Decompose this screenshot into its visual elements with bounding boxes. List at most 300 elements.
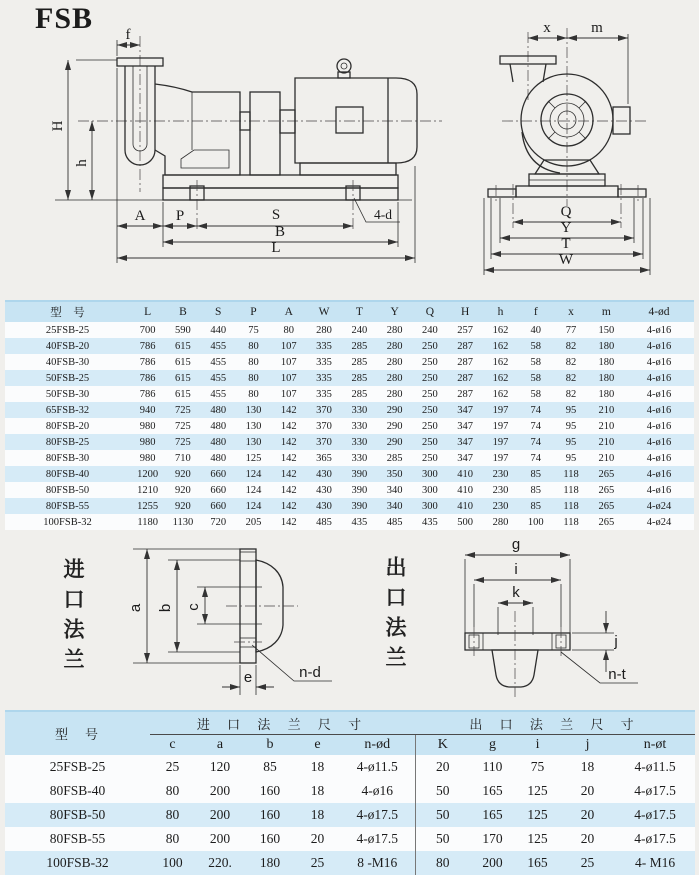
table-cell: 110 — [470, 755, 515, 779]
dim-label-j: j — [614, 633, 618, 650]
table-cell: 330 — [342, 418, 377, 434]
column-header: a — [195, 735, 245, 756]
table-cell: 350 — [377, 466, 412, 482]
table-cell: 80 — [236, 338, 271, 354]
table-cell: 920 — [165, 482, 200, 498]
table-cell: 82 — [553, 370, 588, 386]
table-cell: 200 — [470, 851, 515, 875]
table-cell: 430 — [306, 466, 341, 482]
bolt-callout-nd: n-d — [299, 664, 321, 681]
table-cell: 124 — [236, 482, 271, 498]
column-header: Q — [412, 301, 447, 322]
table-cell: 100 — [518, 514, 553, 530]
table-row — [5, 450, 694, 466]
column-header: H — [448, 301, 483, 322]
column-header: A — [271, 301, 306, 322]
table-cell: 197 — [483, 418, 518, 434]
table-cell: 725 — [165, 434, 200, 450]
table-cell: 786 — [130, 370, 165, 386]
column-header: c — [150, 735, 195, 756]
table-cell: 142 — [271, 514, 306, 530]
table-cell: 230 — [483, 466, 518, 482]
table-cell: 107 — [271, 354, 306, 370]
table-cell: 335 — [306, 386, 341, 402]
table-cell: 20 — [560, 803, 615, 827]
table-cell: 80FSB-20 — [5, 418, 130, 434]
table-cell: 18 — [295, 755, 340, 779]
table-cell: 107 — [271, 370, 306, 386]
column-header: 4-ød — [624, 301, 694, 322]
table-cell: 4-ø17.5 — [340, 803, 415, 827]
table-cell: 1255 — [130, 498, 165, 514]
table-cell: 710 — [165, 450, 200, 466]
table-cell: 347 — [448, 434, 483, 450]
column-header: m — [589, 301, 624, 322]
table-cell: 200 — [195, 827, 245, 851]
table-cell: 80 — [236, 370, 271, 386]
table-cell: 80 — [150, 827, 195, 851]
table-cell: 124 — [236, 498, 271, 514]
table-cell: 786 — [130, 386, 165, 402]
table-cell: 940 — [130, 402, 165, 418]
pump-outline-drawings — [0, 0, 699, 295]
table-cell: 220. — [195, 851, 245, 875]
table-cell: 440 — [201, 322, 236, 338]
table-cell: 25 — [295, 851, 340, 875]
table-cell: 347 — [448, 418, 483, 434]
table-cell: 125 — [515, 827, 560, 851]
table-cell: 365 — [306, 450, 341, 466]
table-cell: 25FSB-25 — [5, 322, 130, 338]
table-cell: 80FSB-40 — [5, 466, 130, 482]
column-header: L — [130, 301, 165, 322]
table-cell: 240 — [342, 322, 377, 338]
table-cell: 80FSB-55 — [5, 498, 130, 514]
table-cell: 125 — [515, 779, 560, 803]
table-cell: 50 — [415, 779, 470, 803]
table-cell: 250 — [412, 354, 447, 370]
table-cell: 480 — [201, 450, 236, 466]
table-cell: 80 — [271, 322, 306, 338]
table-cell: 210 — [589, 450, 624, 466]
table-cell: 80FSB-40 — [5, 779, 150, 803]
table-cell: 100FSB-32 — [5, 514, 130, 530]
table-row — [5, 386, 694, 402]
table-row — [5, 779, 695, 803]
table-cell: 285 — [377, 450, 412, 466]
table-cell: 660 — [201, 466, 236, 482]
table-cell: 615 — [165, 386, 200, 402]
bolt-callout-nt: n-t — [608, 666, 626, 683]
table-cell: 330 — [342, 450, 377, 466]
table-cell: 280 — [377, 322, 412, 338]
outlet-flange-group-header: 出 口 法 兰 尺 寸 — [415, 711, 695, 735]
table-cell: 290 — [377, 434, 412, 450]
table-row — [5, 803, 695, 827]
table-cell: 250 — [412, 402, 447, 418]
table-cell: 590 — [165, 322, 200, 338]
table-cell: 142 — [271, 402, 306, 418]
table-cell: 4-ø16 — [624, 402, 694, 418]
table-cell: 265 — [589, 466, 624, 482]
table-cell: 95 — [553, 434, 588, 450]
table-cell: 82 — [553, 386, 588, 402]
table-cell: 142 — [271, 434, 306, 450]
table-cell: 660 — [201, 482, 236, 498]
page-title: FSB — [35, 2, 94, 35]
table-cell: 290 — [377, 402, 412, 418]
table-cell: 25 — [150, 755, 195, 779]
table-cell: 4-ø17.5 — [615, 803, 695, 827]
table-cell: 287 — [448, 370, 483, 386]
table-cell: 4-ø16 — [624, 370, 694, 386]
pump-side-view — [50, 27, 442, 263]
table-cell: 700 — [130, 322, 165, 338]
table-cell: 65FSB-32 — [5, 402, 130, 418]
table-cell: 390 — [342, 482, 377, 498]
table-cell: 410 — [448, 482, 483, 498]
table-cell: 390 — [342, 498, 377, 514]
table-cell: 18 — [295, 779, 340, 803]
table-cell: 74 — [518, 434, 553, 450]
table-cell: 197 — [483, 434, 518, 450]
table-cell: 142 — [271, 466, 306, 482]
table-cell: 455 — [201, 354, 236, 370]
table-row — [5, 755, 695, 779]
inlet-flange-section-label: 进口法兰 — [61, 558, 85, 678]
discharge-nozzle — [613, 107, 630, 134]
table-cell: 280 — [377, 386, 412, 402]
dim-label-f: f — [125, 27, 131, 43]
table-cell: 80FSB-30 — [5, 450, 130, 466]
table-cell: 118 — [553, 466, 588, 482]
table-cell: 370 — [306, 402, 341, 418]
table-row — [5, 827, 695, 851]
table-cell: 18 — [295, 803, 340, 827]
table-cell: 455 — [201, 386, 236, 402]
table-cell: 4-ø16 — [624, 466, 694, 482]
table-cell: 280 — [377, 370, 412, 386]
table-cell: 20 — [560, 827, 615, 851]
table-cell: 162 — [483, 354, 518, 370]
table-cell: 280 — [377, 338, 412, 354]
table-cell: 300 — [412, 482, 447, 498]
table-cell: 120 — [195, 755, 245, 779]
column-header: j — [560, 735, 615, 756]
table-cell: 4-ø16 — [624, 434, 694, 450]
table-cell: 124 — [236, 466, 271, 482]
table-cell: 410 — [448, 466, 483, 482]
table-cell: 142 — [271, 482, 306, 498]
lifting-eye-icon — [337, 59, 351, 73]
table-cell: 162 — [483, 370, 518, 386]
table-cell: 4-ø16 — [340, 779, 415, 803]
table-cell: 100FSB-32 — [5, 851, 150, 875]
column-header: b — [245, 735, 295, 756]
table-cell: 485 — [306, 514, 341, 530]
dim-label-b: b — [157, 603, 174, 613]
table-cell: 615 — [165, 370, 200, 386]
table-cell: 300 — [412, 466, 447, 482]
table-cell: 25 — [560, 851, 615, 875]
table-cell: 200 — [195, 803, 245, 827]
table-cell: 58 — [518, 386, 553, 402]
table-cell: 80 — [415, 851, 470, 875]
table-cell: 162 — [483, 322, 518, 338]
table-cell: 142 — [271, 498, 306, 514]
table-cell: 300 — [412, 498, 447, 514]
dim-label-B: B — [274, 224, 286, 240]
dim-label-e: e — [243, 669, 253, 686]
table-cell: 107 — [271, 386, 306, 402]
table-cell: 250 — [412, 450, 447, 466]
table-cell: 660 — [201, 498, 236, 514]
table-cell: 165 — [470, 803, 515, 827]
table-cell: 50 — [415, 827, 470, 851]
table-cell: 330 — [342, 402, 377, 418]
dim-label-a: a — [127, 603, 144, 613]
table-cell: 615 — [165, 354, 200, 370]
table-cell: 330 — [342, 434, 377, 450]
table-cell: 118 — [553, 482, 588, 498]
table-cell: 125 — [515, 803, 560, 827]
table-cell: 435 — [342, 514, 377, 530]
table-cell: 250 — [412, 338, 447, 354]
table-cell: 1210 — [130, 482, 165, 498]
table-cell: 205 — [236, 514, 271, 530]
column-header: K — [415, 735, 470, 756]
dim-label-h: h — [74, 159, 90, 167]
table-cell: 150 — [589, 322, 624, 338]
table-cell: 455 — [201, 370, 236, 386]
table-cell: 100 — [150, 851, 195, 875]
table-cell: 615 — [165, 338, 200, 354]
table-cell: 180 — [589, 386, 624, 402]
dim-label-Q: Q — [560, 204, 572, 220]
outlet-flange-drawing — [465, 536, 638, 697]
table-cell: 410 — [448, 498, 483, 514]
table-cell: 142 — [271, 450, 306, 466]
table-cell: 4-ø16 — [624, 482, 694, 498]
column-header: T — [342, 301, 377, 322]
table-cell: 40FSB-30 — [5, 354, 130, 370]
column-header: 型 号 — [5, 301, 130, 322]
table-cell: 125 — [236, 450, 271, 466]
table-cell: 4-ø16 — [624, 354, 694, 370]
table-cell: 180 — [589, 338, 624, 354]
table-cell: 58 — [518, 338, 553, 354]
table-cell: 165 — [515, 851, 560, 875]
column-header: e — [295, 735, 340, 756]
table-cell: 430 — [306, 482, 341, 498]
table-cell: 210 — [589, 434, 624, 450]
table-row — [5, 466, 694, 482]
dim-label-c: c — [185, 603, 202, 611]
table-cell: 75 — [236, 322, 271, 338]
table-cell: 4-ø16 — [624, 450, 694, 466]
table-cell: 162 — [483, 386, 518, 402]
table-cell: 85 — [518, 498, 553, 514]
column-header: n-øt — [615, 735, 695, 756]
column-header: n-ød — [340, 735, 415, 756]
table-cell: 480 — [201, 402, 236, 418]
dim-label-k: k — [512, 584, 520, 601]
table-cell: 250 — [412, 418, 447, 434]
model-column-header: 型 号 — [5, 711, 150, 755]
table-cell: 1180 — [130, 514, 165, 530]
table-cell: 58 — [518, 370, 553, 386]
table-cell: 75 — [515, 755, 560, 779]
table-cell: 435 — [412, 514, 447, 530]
table-cell: 20 — [415, 755, 470, 779]
table-row — [5, 338, 694, 354]
table-cell: 4-ø16 — [624, 418, 694, 434]
dim-label-L: L — [271, 240, 281, 256]
table-cell: 290 — [377, 418, 412, 434]
inlet-flange-group-header: 进 口 法 兰 尺 寸 — [150, 711, 415, 735]
table-cell: 4-ø16 — [624, 338, 694, 354]
table-cell: 250 — [412, 370, 447, 386]
table-cell: 95 — [553, 402, 588, 418]
table-cell: 287 — [448, 386, 483, 402]
column-header: P — [236, 301, 271, 322]
table-cell: 230 — [483, 498, 518, 514]
table-cell: 82 — [553, 338, 588, 354]
table-cell: 8 -M16 — [340, 851, 415, 875]
table-cell: 920 — [165, 498, 200, 514]
table-cell: 4-ø17.5 — [340, 827, 415, 851]
table-row — [5, 354, 694, 370]
column-header: x — [553, 301, 588, 322]
table-cell: 230 — [483, 482, 518, 498]
table-cell: 4-ø11.5 — [340, 755, 415, 779]
motor-body — [295, 78, 417, 163]
table-cell: 980 — [130, 418, 165, 434]
dim-label-P: P — [175, 208, 185, 224]
table-cell: 162 — [483, 338, 518, 354]
table-cell: 980 — [130, 450, 165, 466]
table-cell: 197 — [483, 450, 518, 466]
table-cell: 347 — [448, 450, 483, 466]
table-cell: 118 — [553, 498, 588, 514]
table-cell: 50FSB-25 — [5, 370, 130, 386]
table-cell: 50 — [415, 803, 470, 827]
table-row — [5, 498, 694, 514]
inlet-flange-drawing — [127, 549, 332, 695]
table-cell: 725 — [165, 418, 200, 434]
dim-label-H: H — [50, 120, 66, 132]
table-cell: 240 — [412, 322, 447, 338]
table-cell: 1200 — [130, 466, 165, 482]
dim-label-i: i — [514, 561, 518, 578]
table-cell: 455 — [201, 338, 236, 354]
column-header: g — [470, 735, 515, 756]
table-cell: 80 — [150, 803, 195, 827]
table-row — [5, 402, 694, 418]
table-cell: 20 — [295, 827, 340, 851]
table-cell: 720 — [201, 514, 236, 530]
pump-end-view — [484, 20, 650, 275]
table-cell: 370 — [306, 434, 341, 450]
column-header: i — [515, 735, 560, 756]
table-cell: 4-ø11.5 — [615, 755, 695, 779]
table-cell: 130 — [236, 434, 271, 450]
table-cell: 480 — [201, 434, 236, 450]
table-row — [5, 482, 694, 498]
table-cell: 786 — [130, 354, 165, 370]
table-cell: 725 — [165, 402, 200, 418]
table-cell: 285 — [342, 370, 377, 386]
table-cell: 85 — [245, 755, 295, 779]
table-cell: 85 — [518, 482, 553, 498]
dim-label-g: g — [511, 536, 521, 553]
table-cell: 390 — [342, 466, 377, 482]
table-cell: 180 — [589, 354, 624, 370]
table-cell: 285 — [342, 338, 377, 354]
outlet-flange-section-label: 出口法兰 — [383, 556, 407, 676]
table-cell: 4-ø16 — [624, 322, 694, 338]
table-cell: 265 — [589, 514, 624, 530]
table-cell: 74 — [518, 402, 553, 418]
table-cell: 335 — [306, 338, 341, 354]
table-cell: 25FSB-25 — [5, 755, 150, 779]
table-cell: 160 — [245, 827, 295, 851]
dim-label-T: T — [561, 236, 571, 252]
dim-label-Y: Y — [560, 220, 572, 236]
dim-label-x: x — [543, 20, 551, 36]
dim-label-m: m — [591, 20, 603, 36]
table-cell: 250 — [412, 386, 447, 402]
table-cell: 95 — [553, 418, 588, 434]
table-cell: 285 — [342, 354, 377, 370]
table-cell: 430 — [306, 498, 341, 514]
table-cell: 480 — [201, 418, 236, 434]
table-cell: 500 — [448, 514, 483, 530]
table-cell: 95 — [553, 450, 588, 466]
dim-label-S: S — [271, 207, 281, 223]
dim-table-header-row — [5, 301, 694, 322]
flange-drawings — [0, 535, 699, 705]
table-cell: 4-ø17.5 — [615, 827, 695, 851]
table-cell: 77 — [553, 322, 588, 338]
table-cell: 118 — [553, 514, 588, 530]
table-cell: 130 — [236, 402, 271, 418]
flange-table-group-header-row — [5, 711, 695, 735]
column-header: B — [165, 301, 200, 322]
table-cell: 80FSB-50 — [5, 803, 150, 827]
table-cell: 160 — [245, 803, 295, 827]
table-cell: 74 — [518, 418, 553, 434]
table-cell: 80 — [236, 354, 271, 370]
table-row — [5, 322, 694, 338]
table-cell: 80FSB-50 — [5, 482, 130, 498]
table-cell: 130 — [236, 418, 271, 434]
table-cell: 250 — [412, 434, 447, 450]
table-cell: 107 — [271, 338, 306, 354]
table-cell: 4-ø24 — [624, 514, 694, 530]
dim-label-A: A — [134, 208, 146, 224]
table-cell: 980 — [130, 434, 165, 450]
column-header: Y — [377, 301, 412, 322]
table-cell: 180 — [589, 370, 624, 386]
column-header: h — [483, 301, 518, 322]
bolt-callout-4d: 4-d — [374, 207, 392, 222]
table-cell: 85 — [518, 466, 553, 482]
table-cell: 160 — [245, 779, 295, 803]
column-header: W — [306, 301, 341, 322]
table-cell: 786 — [130, 338, 165, 354]
table-cell: 280 — [306, 322, 341, 338]
